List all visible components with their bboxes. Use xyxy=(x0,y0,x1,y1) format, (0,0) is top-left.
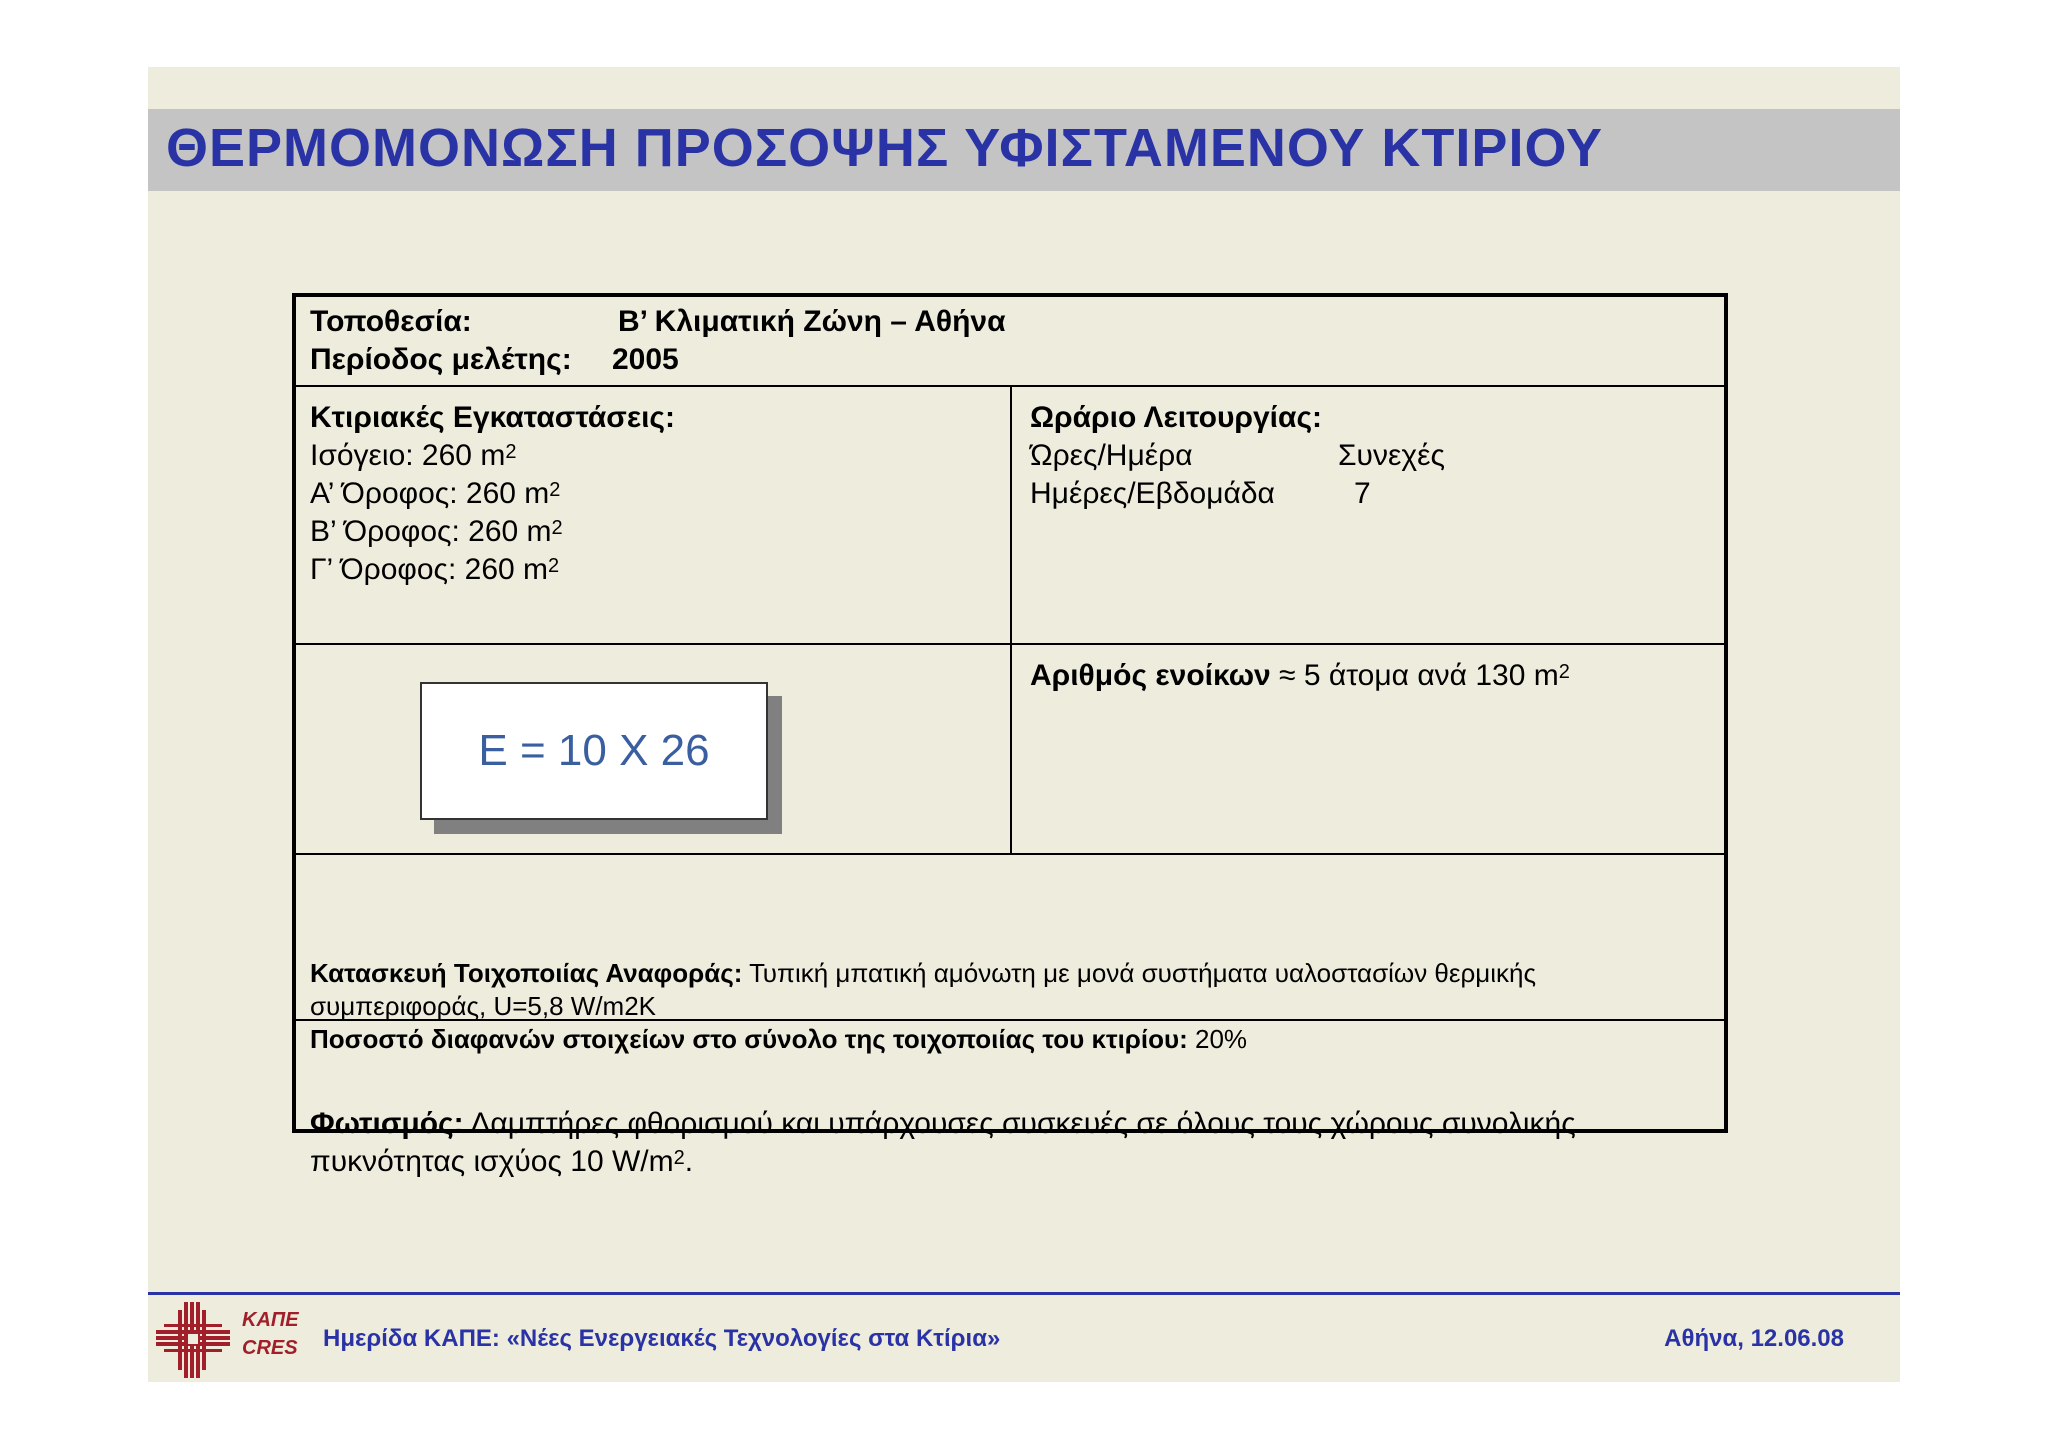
construction-line2: συμπεριφοράς, U=5,8 W/m2K xyxy=(310,991,657,1021)
slide xyxy=(148,67,1900,1382)
hours-value: Συνεχές xyxy=(1338,439,1445,472)
footer-date: Αθήνα, 12.06.08 xyxy=(1664,1325,1844,1352)
facilities-heading: Κτιριακές Εγκαταστάσεις: xyxy=(310,401,675,434)
info-table xyxy=(292,293,1728,1178)
lighting-line1: Φωτισμός: Λαμπτήρες φθορισμού και υπάρχουσες συσκευές σε όλους τους χώρους συνολικής xyxy=(310,1107,1576,1140)
footer-divider xyxy=(148,1292,1900,1295)
schedule-heading: Ωράριο Λειτουργίας: xyxy=(1030,401,1323,434)
title-band xyxy=(148,109,1900,191)
floor-first: Α’ Όροφος: 260 $m^2$ xyxy=(310,477,561,510)
formula-box xyxy=(420,682,768,820)
floor-second: Β’ Όροφος: 260 $m^2$ xyxy=(310,515,563,548)
period-value: 2005 xyxy=(612,343,679,376)
slide-title: ΘΕΡΜΟΜΟΝΩΣΗ ΠΡΟΣΟΨΗΣ ΥΦΙΣΤΑΜΕΝΟΥ ΚΤΙΡΙΟΥ xyxy=(166,118,1603,178)
period-label: Περίοδος μελέτης: xyxy=(310,343,572,376)
location-label: Τοποθεσία: xyxy=(310,305,472,338)
logo-text-cres: CRES xyxy=(242,1337,298,1359)
construction-line1: Κατασκευή Τοιχοποιίας Αναφοράς: Τυπική μπατική αμόνωτη με μονά συστήματα υαλοστασίων θερμικής xyxy=(310,958,1537,988)
location-value: Β’ Κλιματική Ζώνη – Αθήνα xyxy=(618,305,1006,338)
formula-text: E = 10 X 26 xyxy=(478,726,710,775)
transparent-ratio: Ποσοστό διαφανών στοιχείων στο σύνολο της τοιχοποιίας του κτιρίου: 20% xyxy=(310,1024,1248,1054)
floor-ground: Ισόγειο: 260 $m^2$ xyxy=(310,439,517,472)
days-value: 7 xyxy=(1354,477,1371,510)
occupants: Αριθμός ενοίκων ≈ 5 άτομα ανά 130 $m^2$ xyxy=(1030,659,1570,692)
logo-text-kape: ΚΑΠΕ xyxy=(242,1309,299,1331)
floor-third: Γ’ Όροφος: 260 $m^2$ xyxy=(310,553,560,586)
days-label: Ημέρες/Εβδομάδα xyxy=(1030,477,1275,510)
lighting-line2: πυκνότητας ισχύος 10 $W/m^2$. xyxy=(310,1145,694,1178)
footer-event: Ημερίδα ΚΑΠΕ: «Νέες Ενεργειακές Τεχνολογίες στα Κτίρια» xyxy=(323,1325,1001,1352)
cres-logo-icon xyxy=(154,1300,232,1380)
hours-label: Ώρες/Ημέρα xyxy=(1030,439,1193,472)
divider xyxy=(1010,385,1012,855)
